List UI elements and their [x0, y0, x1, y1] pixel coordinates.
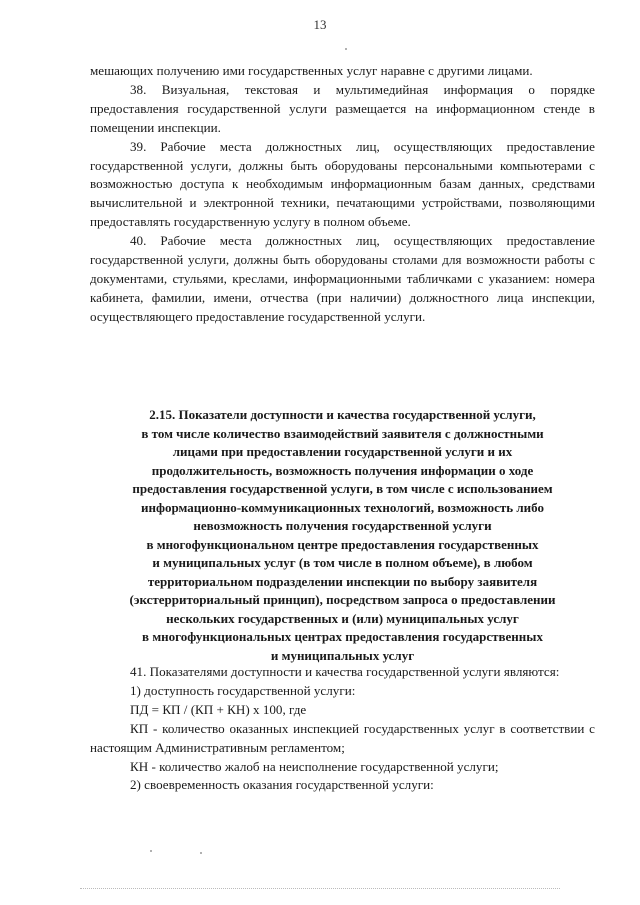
definition-kn: КН - количество жалоб на неисполнение государственной услуги;	[130, 758, 499, 774]
heading-line: 2.15. Показатели доступности и качества государственной услуги,	[149, 407, 536, 422]
scan-artifact-line	[80, 888, 560, 890]
heading-line: в многофункциональном центре предоставления государственных	[146, 536, 539, 552]
heading-line: предоставления государственной услуги, в том числе с использованием	[132, 481, 553, 496]
heading-line: (экстерриториальный принцип), посредством запроса о предоставлении	[129, 592, 556, 607]
heading-line: невозможность получения государственной услуги	[193, 518, 492, 533]
page-number: 13	[313, 17, 327, 32]
scan-speck	[345, 48, 347, 50]
list-item-2: 2) своевременность оказания государственной услуги:	[130, 777, 434, 793]
formula-line: ПД = КП / (КП + КН) х 100, где	[130, 701, 307, 717]
scan-speck	[150, 850, 152, 852]
paragraph-40: 40. Рабочие места должностных лиц, осуществляющих предоставление государственной услуги, должны быть оборудованы столами для возможности работы с документами, стульями, креслами, информационными табличками с указанием: номера кабинета, фамилии, имени, отчества (при наличии) должностного лица инспекции, осуществляющего предоставление государственной услуги.	[90, 233, 595, 324]
top-text-block	[90, 62, 595, 327]
paragraph-41: 41. Показателями доступности и качества государственной услуги являются:	[130, 664, 560, 679]
heading-line: нескольких государственных и (или) муниципальных услуг	[166, 610, 519, 626]
heading-line: в многофункциональных центрах предоставления государственных	[142, 629, 543, 644]
heading-line: территориальном подразделении инспекции по выбору заявителя	[147, 573, 538, 589]
heading-line: в том числе количество взаимодействий заявителя с должностными	[141, 425, 544, 441]
heading-line: и муниципальных услуг	[270, 647, 415, 663]
heading-line: продолжительность, возможность получения информации о ходе	[151, 462, 534, 478]
paragraph-39: 39. Рабочие места должностных лиц, осуществляющих предоставление государственной услуги, должны быть оборудованы персональными компьютерами с возможностью доступа к необходимым информационным базам данных, средствами вычислительной и электронной техники, печатающими устройствами, позволяющими предоставлять государственную услугу в полном объеме.	[90, 138, 595, 230]
heading-line: лицами при предоставлении государственной услуги и их	[172, 444, 513, 459]
heading-line: и муниципальных услуг (в том числе в полном объеме), в любом	[152, 555, 533, 570]
list-item-1: 1) доступность государственной услуги:	[130, 682, 356, 698]
definition-kp: КП - количество оказанных инспекцией государственных услуг в соответствии с настоящим Административным регламентом;	[90, 720, 595, 755]
paragraph-38: 38. Визуальная, текстовая и мультимедийная информация о порядке предоставления государственной услуги размещается на информационном стенде в помещении инспекции.	[90, 81, 595, 135]
bottom-text-block	[90, 663, 595, 795]
heading-line: информационно-коммуникационных технологий, возможность либо	[140, 499, 544, 515]
section-heading-2-15	[90, 406, 595, 665]
paragraph-continuation: мешающих получению ими государственных услуг наравне с другими лицами.	[90, 63, 533, 78]
scan-speck	[200, 852, 202, 854]
